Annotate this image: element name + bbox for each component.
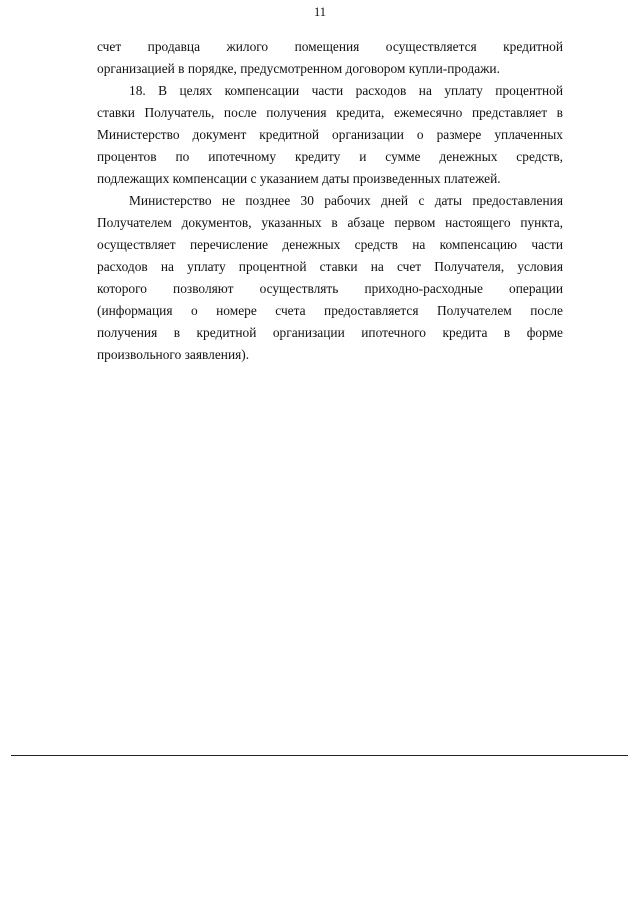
- text-line: счет продавца жилого помещения осуществляется кредитной: [97, 39, 563, 54]
- text-line: произвольного заявления).: [97, 347, 250, 362]
- text-line: ставки Получатель, после получения кредита, ежемесячно представляет в: [97, 105, 563, 120]
- text-line: расходов на уплату процентной ставки на счет Получателя, условия: [97, 259, 563, 274]
- page-number: 11: [313, 5, 327, 19]
- text-line: Министерство не позднее 30 рабочих дней с даты предоставления: [129, 193, 563, 208]
- text-line: подлежащих компенсации с указанием даты произведенных платежей.: [97, 171, 501, 186]
- paragraph-item-18: [97, 80, 563, 190]
- text-line: Министерство документ кредитной организации о размере уплаченных: [97, 127, 563, 142]
- text-line: получения в кредитной организации ипотечного кредита в форме: [97, 325, 563, 340]
- paragraph-continuation: [97, 36, 563, 80]
- text-line: осуществляет перечисление денежных средств на компенсацию части: [97, 237, 563, 252]
- text-line: (информация о номере счета предоставляется Получателем после: [97, 303, 563, 318]
- text-line: Получателем документов, указанных в абзаце первом настоящего пункта,: [97, 215, 563, 230]
- paragraph-ministry-transfer: [97, 190, 563, 366]
- text-line: организацией в порядке, предусмотренном договором купли-продажи.: [97, 61, 500, 76]
- text-line: процентов по ипотечному кредиту и сумме денежных средств,: [97, 149, 563, 164]
- footer-separator-line: [11, 755, 628, 756]
- document-body: [97, 36, 563, 366]
- text-line: 18. В целях компенсации части расходов на уплату процентной: [129, 83, 563, 98]
- text-line: которого позволяют осуществлять приходно-расходные операции: [97, 281, 563, 296]
